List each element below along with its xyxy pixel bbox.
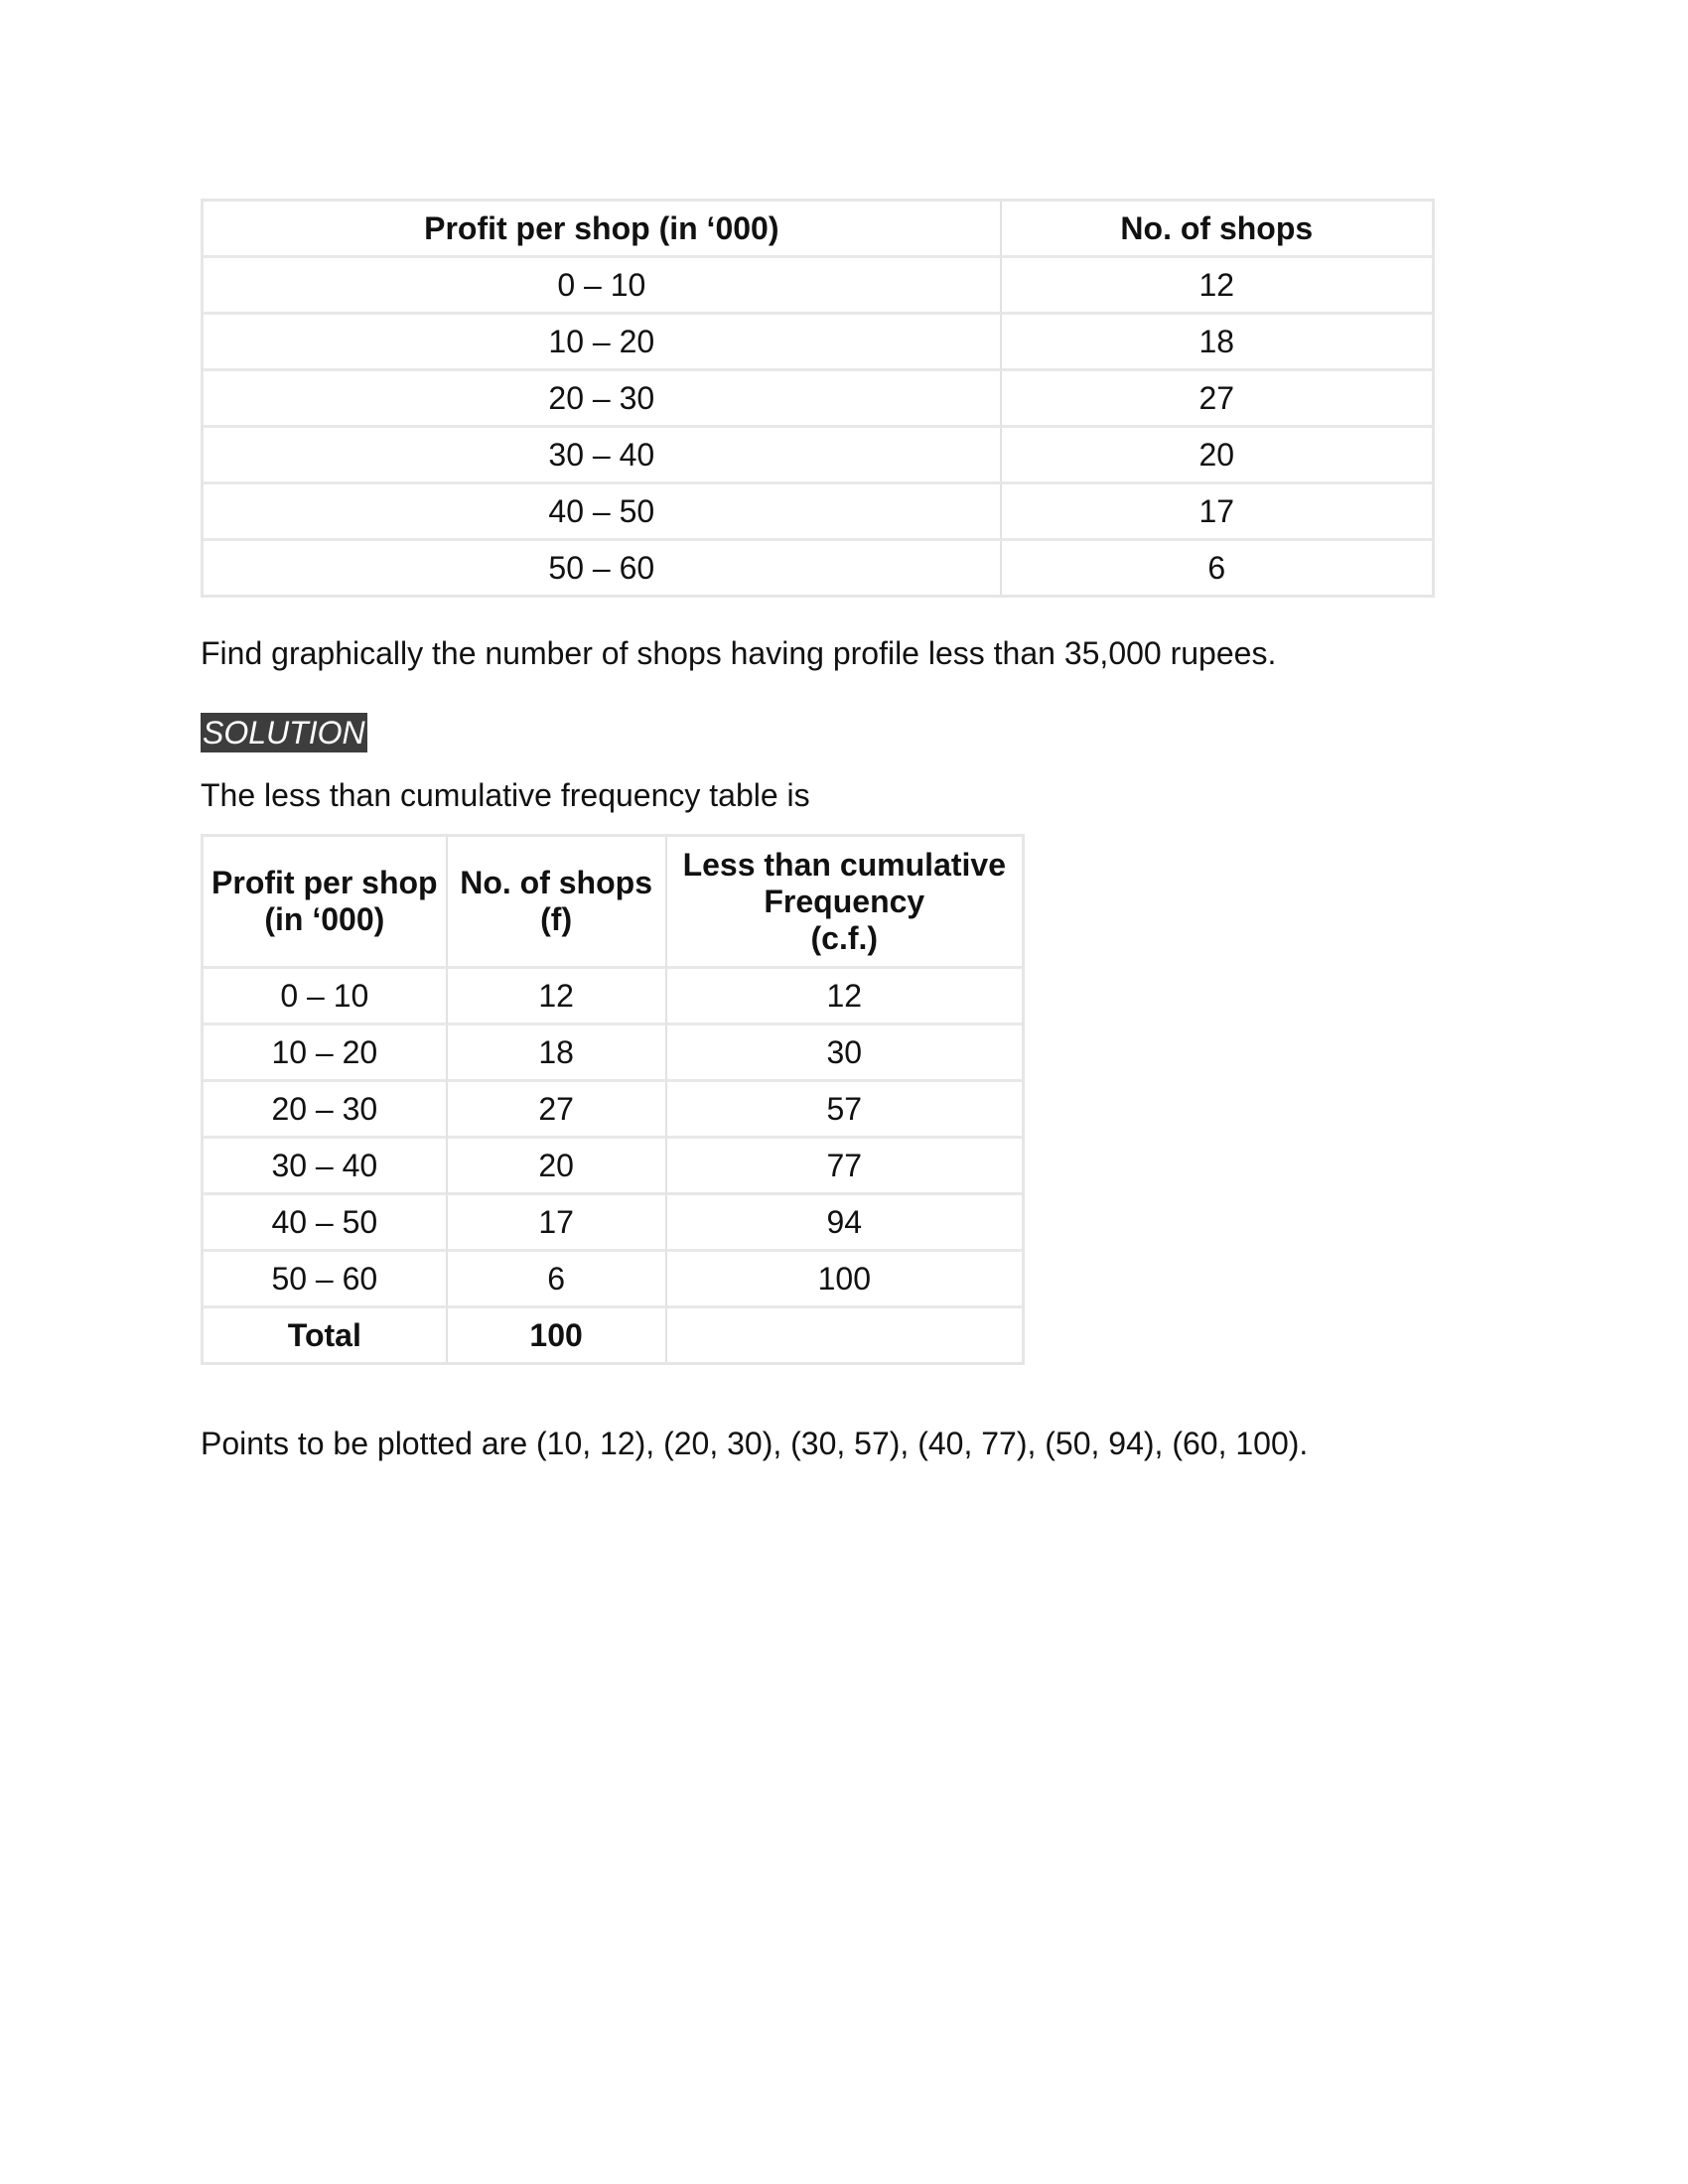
table-cell: 40 – 50: [204, 484, 1002, 541]
table-cell: 27: [448, 1082, 667, 1139]
table-cell: 50 – 60: [204, 541, 1002, 595]
table-cell: 0 – 10: [204, 969, 448, 1025]
table-header-row: [204, 837, 1022, 969]
table-row: [204, 1139, 1022, 1195]
table-cell: 6: [448, 1252, 667, 1308]
table-cell: 77: [667, 1139, 1022, 1195]
table-cell: 57: [667, 1082, 1022, 1139]
column-header: Less than cumulative Frequency (c.f.): [667, 837, 1022, 969]
table-cell: 18: [1002, 315, 1432, 371]
table-cell: 20 – 30: [204, 371, 1002, 428]
table-cell: 17: [1002, 484, 1432, 541]
total-label: Total: [204, 1308, 448, 1362]
total-value: 100: [448, 1308, 667, 1362]
table-cell: 30 – 40: [204, 1139, 448, 1195]
cumulative-frequency-table: [201, 834, 1025, 1365]
question-text: Find graphically the number of shops having profile less than 35,000 rupees.: [201, 635, 1277, 671]
table-row: [204, 1082, 1022, 1139]
table-cell: 12: [667, 969, 1022, 1025]
table-cell: 18: [448, 1025, 667, 1082]
table-cell: 20: [448, 1139, 667, 1195]
intro-text: The less than cumulative frequency table is: [201, 777, 810, 813]
table-row: [204, 969, 1022, 1025]
table-cell: 20 – 30: [204, 1082, 448, 1139]
table-cell: 17: [448, 1195, 667, 1252]
table-row: [204, 315, 1432, 371]
table-cell: 12: [448, 969, 667, 1025]
table-cell: 100: [667, 1252, 1022, 1308]
table-cell: 20: [1002, 428, 1432, 484]
total-cf-cell: [667, 1308, 1022, 1362]
table-header-row: [204, 202, 1432, 258]
table-row: [204, 1252, 1022, 1308]
profit-frequency-table: [201, 199, 1435, 598]
table-row: [204, 541, 1432, 595]
points-text: Points to be plotted are (10, 12), (20, 30), (30, 57), (40, 77), (50, 94), (60, 100).: [201, 1426, 1309, 1461]
table-cell: 10 – 20: [204, 315, 1002, 371]
table-cell: 30: [667, 1025, 1022, 1082]
column-header: No. of shops (f): [448, 837, 667, 969]
table-row: [204, 1025, 1022, 1082]
table-cell: 10 – 20: [204, 1025, 448, 1082]
table-row: [204, 258, 1432, 315]
table-cell: 27: [1002, 371, 1432, 428]
table-cell: 30 – 40: [204, 428, 1002, 484]
table-total-row: [204, 1308, 1022, 1362]
table-cell: 12: [1002, 258, 1432, 315]
table-row: [204, 371, 1432, 428]
column-header: Profit per shop (in ‘000): [204, 837, 448, 969]
solution-label: SOLUTION: [203, 715, 365, 751]
table-row: [204, 1195, 1022, 1252]
table-cell: 50 – 60: [204, 1252, 448, 1308]
table-row: [204, 484, 1432, 541]
table-row: [204, 428, 1432, 484]
table-cell: 6: [1207, 549, 1226, 586]
table-cell: 94: [667, 1195, 1022, 1252]
column-header: Profit per shop (in ‘000): [204, 202, 1002, 258]
column-header: No. of shops: [1002, 202, 1432, 258]
table-cell: 0 – 10: [204, 258, 1002, 315]
table-cell: 40 – 50: [204, 1195, 448, 1252]
